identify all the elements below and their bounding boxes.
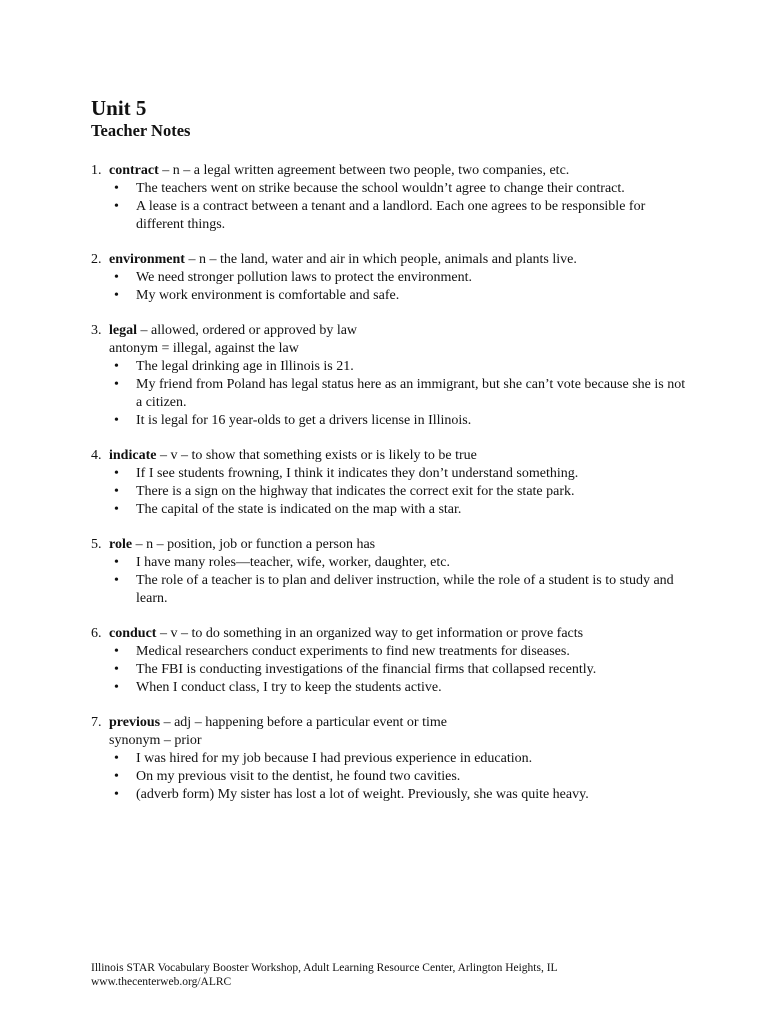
- entry-number: 3.: [91, 323, 102, 338]
- example-text: I was hired for my job because I had previous experience in education.: [136, 751, 533, 766]
- example-item: [109, 643, 691, 661]
- bullet-icon: •: [114, 680, 119, 695]
- example-item: [109, 679, 691, 697]
- example-text: On my previous visit to the dentist, he found two cavities.: [136, 769, 461, 784]
- entry-term: previous: [109, 715, 161, 730]
- footer-credit: Illinois STAR Vocabulary Booster Workshop, Adult Learning Resource Center, Arlington Heights, IL: [91, 962, 558, 974]
- example-item: [109, 572, 691, 608]
- bullet-icon: •: [114, 377, 119, 392]
- example-text: The teachers went on strike because the school wouldn’t agree to change their contract.: [136, 181, 625, 196]
- vocab-entry: [91, 536, 691, 608]
- bullet-icon: •: [114, 573, 119, 588]
- bullet-icon: •: [114, 662, 119, 677]
- example-text: Medical researchers conduct experiments to find new treatments for diseases.: [136, 644, 570, 659]
- entry-term: conduct: [109, 626, 157, 641]
- entry-heading: [109, 536, 691, 554]
- entry-heading: [109, 162, 691, 180]
- entry-number: 6.: [91, 626, 102, 641]
- entry-definition: – n – position, job or function a person has: [132, 537, 376, 552]
- vocab-entry: [91, 162, 691, 234]
- vocab-entry: [91, 714, 691, 804]
- example-item: [109, 412, 691, 430]
- example-text: The capital of the state is indicated on the map with a star.: [136, 502, 462, 517]
- example-text: When I conduct class, I try to keep the students active.: [136, 680, 442, 695]
- bullet-icon: •: [114, 751, 119, 766]
- example-item: [109, 786, 691, 804]
- entry-number: 7.: [91, 715, 102, 730]
- example-text: I have many roles—teacher, wife, worker, daughter, etc.: [136, 555, 450, 570]
- example-item: [109, 661, 691, 679]
- entry-note: synonym – prior: [109, 733, 202, 748]
- example-text: My work environment is comfortable and safe.: [136, 288, 400, 303]
- bullet-icon: •: [114, 270, 119, 285]
- entry-heading: [109, 322, 691, 340]
- entry-heading: [109, 625, 691, 643]
- entry-term: environment: [109, 252, 185, 267]
- entry-number: 4.: [91, 448, 102, 463]
- bullet-icon: •: [114, 787, 119, 802]
- example-item: [109, 501, 691, 519]
- entry-term: contract: [109, 163, 159, 178]
- page-title: Unit 5: [91, 96, 147, 120]
- example-list: [109, 465, 691, 519]
- entry-heading: [109, 251, 691, 269]
- example-item: [109, 269, 691, 287]
- example-text: The legal drinking age in Illinois is 21.: [136, 359, 354, 374]
- example-text: The role of a teacher is to plan and deliver instruction, while the role of a student is to study and learn.: [136, 573, 674, 606]
- example-text: There is a sign on the highway that indicates the correct exit for the state park.: [136, 484, 575, 499]
- example-list: [109, 180, 691, 234]
- example-item: [109, 287, 691, 305]
- entry-definition: – n – a legal written agreement between two people, two companies, etc.: [158, 163, 570, 178]
- bullet-icon: •: [114, 644, 119, 659]
- bullet-icon: •: [114, 555, 119, 570]
- vocabulary-list: [91, 162, 691, 821]
- entry-definition: – n – the land, water and air in which people, animals and plants live.: [184, 252, 577, 267]
- bullet-icon: •: [114, 199, 119, 214]
- bullet-icon: •: [114, 502, 119, 517]
- bullet-icon: •: [114, 413, 119, 428]
- example-item: [109, 358, 691, 376]
- vocab-entry: [91, 625, 691, 697]
- entry-term: legal: [109, 323, 137, 338]
- example-text: (adverb form) My sister has lost a lot of weight. Previously, she was quite heavy.: [136, 787, 589, 802]
- vocab-entry: [91, 322, 691, 430]
- entry-definition: – adj – happening before a particular event or time: [160, 715, 447, 730]
- bullet-icon: •: [114, 769, 119, 784]
- example-list: [109, 643, 691, 697]
- entry-term: indicate: [109, 448, 157, 463]
- vocab-entry: [91, 251, 691, 305]
- example-list: [109, 750, 691, 804]
- example-text: A lease is a contract between a tenant and a landlord. Each one agrees to be responsible for different things.: [136, 199, 646, 232]
- example-item: [109, 768, 691, 786]
- example-text: My friend from Poland has legal status here as an immigrant, but she can’t vote because she is not a citizen.: [136, 377, 686, 410]
- bullet-icon: •: [114, 288, 119, 303]
- entry-number: 5.: [91, 537, 102, 552]
- example-text: We need stronger pollution laws to protect the environment.: [136, 270, 472, 285]
- example-item: [109, 180, 691, 198]
- entry-number: 2.: [91, 252, 102, 267]
- bullet-icon: •: [114, 359, 119, 374]
- footer-url: www.thecenterweb.org/ALRC: [91, 976, 232, 988]
- example-item: [109, 376, 691, 412]
- entry-number: 1.: [91, 163, 102, 178]
- example-text: The FBI is conducting investigations of the financial firms that collapsed recently.: [136, 662, 597, 677]
- example-item: [109, 465, 691, 483]
- example-item: [109, 483, 691, 501]
- example-list: [109, 554, 691, 608]
- entry-note: antonym = illegal, against the law: [109, 341, 299, 356]
- entry-heading: [109, 714, 691, 732]
- page-subtitle: Teacher Notes: [91, 121, 191, 140]
- entry-definition: – allowed, ordered or approved by law: [137, 323, 358, 338]
- entry-definition: – v – to show that something exists or is likely to be true: [156, 448, 477, 463]
- example-text: It is legal for 16 year-olds to get a drivers license in Illinois.: [136, 413, 472, 428]
- vocab-entry: [91, 447, 691, 519]
- example-item: [109, 750, 691, 768]
- entry-term: role: [109, 537, 133, 552]
- bullet-icon: •: [114, 181, 119, 196]
- bullet-icon: •: [114, 484, 119, 499]
- example-list: [109, 358, 691, 430]
- entry-heading: [109, 447, 691, 465]
- example-item: [109, 198, 691, 234]
- example-list: [109, 269, 691, 305]
- example-item: [109, 554, 691, 572]
- bullet-icon: •: [114, 466, 119, 481]
- page-footer: [91, 961, 558, 989]
- entry-definition: – v – to do something in an organized way to get information or prove facts: [156, 626, 584, 641]
- example-text: If I see students frowning, I think it indicates they don’t understand something.: [136, 466, 579, 481]
